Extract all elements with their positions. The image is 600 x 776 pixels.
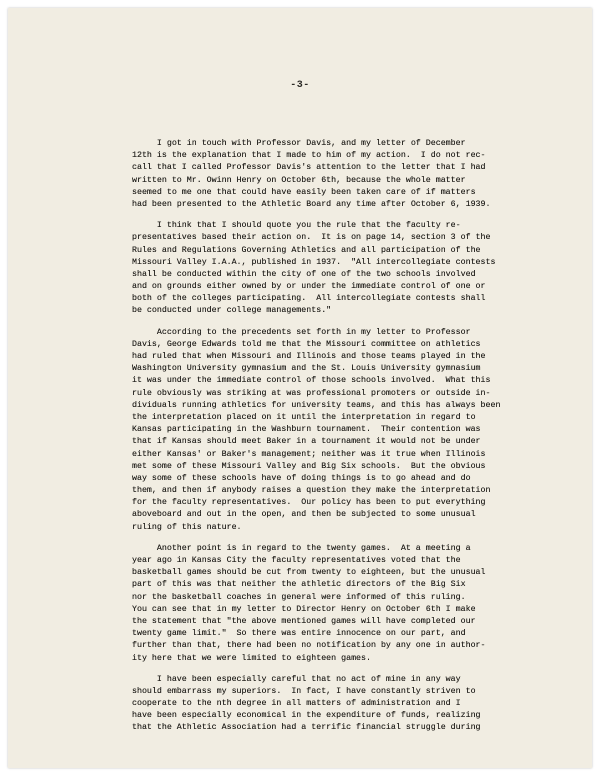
text-line: be conducted under college managements." xyxy=(132,306,332,316)
text-line: ity here that we were limited to eighteen games. xyxy=(132,653,371,663)
paragraph xyxy=(132,674,552,735)
document-body xyxy=(132,138,552,735)
document-page xyxy=(8,8,592,768)
paragraph xyxy=(132,220,552,318)
text-line: that if Kansas should meet Baker in a tournament it would not be under xyxy=(132,437,481,447)
text-line: the interpretation placed on it until the interpretation in regard to xyxy=(132,412,476,422)
text-line: call that I called Professor Davis's attention to the letter that I had xyxy=(132,163,486,173)
text-line: cooperate to the nth degree in all matters of administration and I xyxy=(132,699,461,709)
text-line: and on grounds either owned by or under the immediate control of one or xyxy=(132,282,486,292)
text-line: for the faculty representatives. Our policy has been to put everything xyxy=(132,498,486,508)
page-number: -3- xyxy=(290,80,310,91)
text-line: year ago in Kansas City the faculty representatives voted that the xyxy=(132,556,461,565)
text-line: I got in touch with Professor Davis, and my letter of December xyxy=(132,139,466,148)
text-line: presentatives based their action on. It is on page 14, section 3 of the xyxy=(132,233,491,243)
paragraph-gap xyxy=(132,211,552,220)
text-line: both of the colleges participating. All intercollegiate contests shall xyxy=(132,294,486,304)
text-line: seemed to me one that could have easily been taken care of if matters xyxy=(132,187,476,197)
text-line: 12th is the explanation that I made to him of my action. I do not rec- xyxy=(132,151,486,161)
text-line: Kansas participating in the Washburn tournament. Their contention was xyxy=(132,425,481,435)
text-line: it was under the immediate control of those schools involved. What this xyxy=(132,376,491,386)
text-line: dividuals running athletics for university teams, and this has always been xyxy=(132,400,501,410)
text-line: Rules and Regulations Governing Athletics and all participation of the xyxy=(132,245,481,255)
text-line: have been especially economical in the expenditure of funds, realizing xyxy=(132,711,481,721)
text-line: Washington University gymnasium and the St. Louis University gymnasium xyxy=(132,364,481,374)
text-line: had been presented to the Athletic Board any time after October 6, 1939. xyxy=(132,199,491,209)
text-line: You can see that in my letter to Director Henry on October 6th I make xyxy=(132,604,476,614)
text-line: I think that I should quote you the rule that the faculty re- xyxy=(132,221,461,231)
text-line: I have been especially careful that no act of mine in any way xyxy=(132,674,461,684)
text-line: either Kansas' or Baker's management; neither was it true when Illinois xyxy=(132,449,486,459)
paragraph xyxy=(132,327,552,534)
text-line: nor the basketball coaches in general were informed of this ruling. xyxy=(132,592,466,602)
text-line: basketball games should be cut from twenty to eighteen, but the unusual xyxy=(132,568,486,578)
paragraph-gap xyxy=(132,318,552,327)
text-line: ruling of this nature. xyxy=(132,522,242,532)
text-line: that the Athletic Association had a terrific financial struggle during xyxy=(132,723,481,733)
paragraph xyxy=(132,543,552,665)
text-line: should embarrass my superiors. In fact, I have constantly striven to xyxy=(132,686,476,696)
text-line: According to the precedents set forth in my letter to Professor xyxy=(132,327,471,337)
text-line: Missouri Valley I.A.A., published in 1937. "All intercollegiate contests xyxy=(132,257,496,267)
text-line: them, and then if anybody raises a question they make the interpretation xyxy=(132,486,491,496)
text-line: rule obviously was striking at was professional promoters or outside in- xyxy=(132,388,491,398)
text-line: shall be conducted within the city of one of the two schools involved xyxy=(132,269,476,279)
text-line: part of this was that neither the athletic directors of the Big Six xyxy=(132,580,466,590)
paragraph-gap xyxy=(132,534,552,543)
text-line: aboveboard and out in the open, and then be subjected to some unusual xyxy=(132,510,476,520)
text-line: further than that, there had been no notification by any one in author- xyxy=(132,641,486,651)
text-line: twenty game limit." So there was entire innocence on our part, and xyxy=(132,629,466,639)
text-line: Another point is in regard to the twenty games. At a meeting a xyxy=(132,543,471,553)
paragraph-gap xyxy=(132,665,552,674)
text-line: written to Mr. Owinn Henry on October 6th, because the whole matter xyxy=(132,175,466,185)
text-line: the statement that "the above mentioned games will have completed our xyxy=(132,616,476,626)
text-line: met some of these Missouri Valley and Big Six schools. But the obvious xyxy=(132,461,486,471)
text-line: Davis, George Edwards told me that the Missouri committee on athletics xyxy=(132,339,481,349)
text-line: way some of these schools have of doing things is to go ahead and do xyxy=(132,473,471,483)
text-line: had ruled that when Missouri and Illinois and those teams played in the xyxy=(132,352,486,361)
paragraph xyxy=(132,138,552,211)
